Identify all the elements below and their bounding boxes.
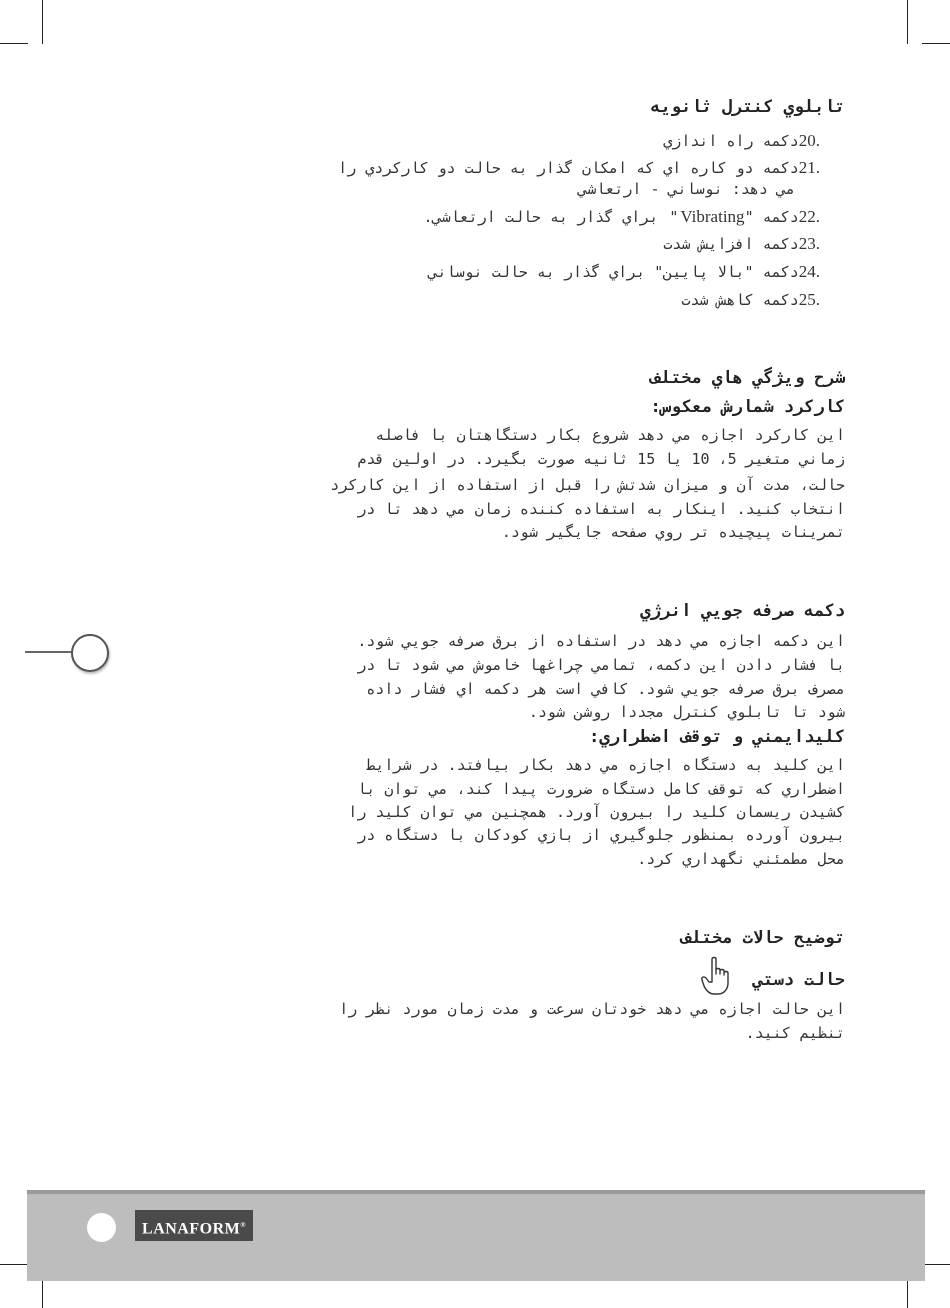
energy-heading: دكمه صرفه جويي انرژي [640, 601, 845, 621]
modes-heading: توضيح حالات مختلف [681, 928, 845, 948]
safety-text-line: محل مطمئني نگهداري كرد. [637, 850, 845, 868]
safety-heading: كليدايمني و توقف اضطراري: [589, 727, 845, 747]
countdown-text-line: زماني متغير 5، 10 يا 15 ثانيه صورت بگيرد. در اولين قدم [357, 450, 845, 468]
safety-text-line: بيرون آورده بمنظور جلوگيري از بازي كودكان با دستگاه در [357, 826, 845, 844]
manual-mode-text-line: تنظيم كنيد. [745, 1024, 845, 1042]
safety-text-line: كشيدن ريسمان كليد را بيرون آورد. همچنين مي توان كليد را [348, 803, 845, 821]
countdown-text-line: انتخاب كنيد. اينكار به استفاده كننده زمان مي دهد تا در [357, 500, 845, 518]
pointing-hand-icon [700, 956, 734, 996]
manual-mode-text-line: اين حالت اجازه مي دهد خودتان سرعت و مدت زمان مورد نظر را [339, 1000, 845, 1018]
safety-text-line: اضطراري كه توقف كامل دستگاه ضرورت پيدا كند، مي توان با [357, 780, 845, 798]
manual-mode-heading: حالت دستي [752, 970, 845, 990]
tab-line [25, 651, 75, 653]
countdown-text-line: حالت، مدت آن و ميزان شدتش را قبل از استفاده از اين كاركرد [330, 476, 845, 494]
countdown-heading: كاركرد شمارش معكوس: [650, 397, 845, 417]
list-item: 20.دكمه راه اندازي [663, 131, 820, 150]
page-number-circle [87, 1213, 116, 1242]
countdown-text-line: اين كاركرد اجازه مي دهد شروع بكار دستگاهتان با فاصله [375, 426, 845, 444]
list-item: 22.دكمه "Vibrating" براي گذار به حالت ارتعاشي. [423, 207, 820, 226]
tab-circle-icon [71, 634, 109, 672]
energy-text-line: با فشار دادن اين دكمه، تمامي چراغها خاموش مي شود تا در [357, 656, 845, 674]
footer-bar [27, 1190, 925, 1281]
list-item: 25.دكمه كاهش شدت [681, 290, 820, 309]
crop-mark [907, 0, 908, 44]
footer-divider [27, 1190, 925, 1194]
crop-mark [922, 1264, 950, 1265]
brand-logo: LANAFORM® [135, 1210, 253, 1241]
crop-mark [922, 43, 950, 44]
crop-mark [0, 43, 28, 44]
energy-text-line: شود تا تابلوي كنترل مجددا روشن شود. [528, 703, 845, 721]
list-item-continuation: مي دهد: نوساني - ارتعاشي [578, 180, 795, 198]
list-item: 21.دكمه دو كاره اي كه امكان گذار به حالت دو كاركردي را [338, 158, 820, 177]
crop-mark [0, 1264, 28, 1265]
safety-text-line: اين كليد به دستگاه اجازه مي دهد بكار بيافتد. در شرايط [366, 756, 845, 774]
list-item: 24.دكمه "بالا پايين" براي گذار به حالت نوساني [428, 262, 820, 281]
secondary-panel-heading: تابلوي كنترل ثانويه [650, 97, 845, 117]
energy-text-line: اين دكمه اجازه مي دهد در استفاده از برق صرفه جويي شود. [357, 632, 845, 650]
energy-text-line: مصرف برق صرفه جويي شود. كافي است هر دكمه اي فشار داده [366, 680, 845, 698]
countdown-text-line: تمرينات پيچيده تر روي صفحه جايگير شود. [501, 523, 845, 541]
list-item: 23.دكمه افزايش شدت [663, 234, 820, 253]
features-heading: شرح ويژگي هاي مختلف [650, 368, 845, 388]
crop-mark [42, 0, 43, 44]
